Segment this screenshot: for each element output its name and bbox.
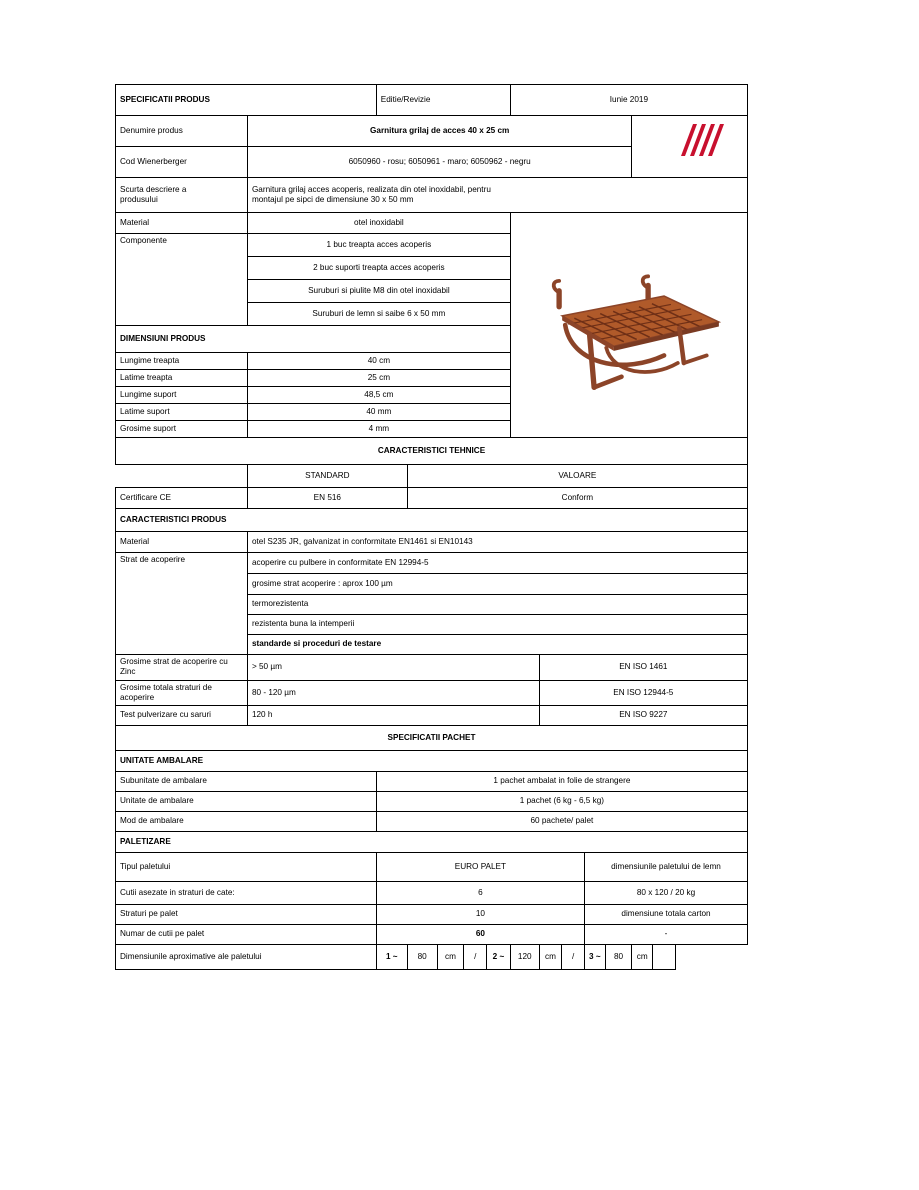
- product-description-row: [116, 178, 748, 213]
- dimension-value: 40 cm: [247, 353, 510, 370]
- pallet-dim-unit: cm: [632, 945, 653, 970]
- pc-material-label: Material: [116, 532, 248, 553]
- technical-row-value: Conform: [407, 488, 747, 509]
- pallet-layers-value: 10: [376, 905, 584, 925]
- technical-header-row: [116, 465, 748, 488]
- package-row: [116, 792, 748, 812]
- package-unit-title: UNITATE AMBALARE: [116, 751, 748, 772]
- package-label: Mod de ambalare: [116, 812, 377, 832]
- package-value: 1 pachet ambalat in folie de strangere: [376, 772, 747, 792]
- pc-test-label: Grosime strat de acoperire cu Zinc: [116, 655, 248, 681]
- pc-test-label: Test pulverizare cu saruri: [116, 706, 248, 726]
- product-image-cell: [510, 213, 747, 438]
- pallet-layers-note: dimensiune totala carton: [585, 905, 748, 925]
- pc-test-value: 80 - 120 µm: [247, 680, 539, 706]
- roof-access-grid-illustration: [515, 215, 743, 435]
- edition-label: Editie/Revizie: [376, 85, 510, 116]
- pallet-type-note: dimensiunile paletului de lemn: [585, 853, 748, 882]
- technical-data-row: [116, 488, 748, 509]
- product-name-value: Garnitura grilaj de acces 40 x 25 cm: [247, 116, 631, 147]
- palletizing-section-title: PALETIZARE: [116, 832, 748, 853]
- dimension-label: Lungime treapta: [116, 353, 248, 370]
- pc-test-standard: EN ISO 12944-5: [539, 680, 747, 706]
- document-title: SPECIFICATII PRODUS: [116, 85, 377, 116]
- component-item: Suruburi de lemn si saibe 6 x 50 mm: [247, 303, 510, 326]
- dimension-label: Grosime suport: [116, 421, 248, 438]
- technical-row-label: Certificare CE: [116, 488, 248, 509]
- pallet-dims-row: [116, 945, 748, 970]
- pc-coating-value: acoperire cu pulbere in conformitate EN 12994-5: [247, 553, 747, 574]
- material-value: otel inoxidabil: [247, 213, 510, 234]
- pallet-boxes-row: [116, 882, 748, 905]
- pallet-boxes-value: 6: [376, 882, 584, 905]
- component-item: 2 buc suporti treapta acces acoperis: [247, 257, 510, 280]
- package-title-row: [116, 726, 748, 751]
- header-row: [116, 85, 748, 116]
- components-label: Componente: [116, 234, 248, 326]
- pc-material-value: otel S235 JR, galvanizat in conformitate EN1461 si EN10143: [247, 532, 747, 553]
- product-description-value: [247, 178, 747, 213]
- pallet-layers-row: [116, 905, 748, 925]
- material-row: [116, 213, 748, 234]
- pallet-boxes-note: 80 x 120 / 20 kg: [585, 882, 748, 905]
- technical-title-row: [116, 438, 748, 465]
- brand-logo: [632, 116, 748, 178]
- edition-value: Iunie 2019: [510, 85, 747, 116]
- product-characteristics-title: CARACTERISTICI PRODUS: [116, 509, 748, 532]
- pallet-count-value: 60: [376, 925, 584, 945]
- technical-section-title: CARACTERISTICI TEHNICE: [116, 438, 748, 465]
- pc-coating-value: termorezistenta: [247, 595, 747, 615]
- component-item: 1 buc treapta acces acoperis: [247, 234, 510, 257]
- desc-label-line1: Scurta descriere a: [120, 184, 187, 194]
- dimension-value: 25 cm: [247, 370, 510, 387]
- specification-sheet: [115, 84, 748, 970]
- pc-test-value: 120 h: [247, 706, 539, 726]
- pallet-type-label: Tipul paletului: [116, 853, 377, 882]
- component-item: Suruburi si piulite M8 din otel inoxidabil: [247, 280, 510, 303]
- desc-value-line2: montajul pe sipci de dimensiune 30 x 50 mm: [251, 195, 414, 204]
- desc-label-line2: produsului: [120, 195, 158, 204]
- package-value: 1 pachet (6 kg - 6,5 kg): [376, 792, 747, 812]
- pc-test-row: [116, 706, 748, 726]
- technical-row-standard: EN 516: [247, 488, 407, 509]
- product-characteristics-title-row: [116, 509, 748, 532]
- pc-test-row: [116, 655, 748, 681]
- dimension-value: 40 mm: [247, 404, 510, 421]
- pc-material-row: [116, 532, 748, 553]
- pallet-dim-value: 80: [407, 945, 437, 970]
- pallet-count-note: -: [585, 925, 748, 945]
- pallet-layers-label: Straturi pe palet: [116, 905, 377, 925]
- pallet-dim-unit: cm: [437, 945, 464, 970]
- product-name-label: Denumire produs: [116, 116, 248, 147]
- pallet-dim-index: 2 ~: [487, 945, 511, 970]
- pallet-dim-unit: cm: [539, 945, 562, 970]
- pc-test-row: [116, 680, 748, 706]
- pc-coating-value: rezistenta buna la intemperii: [247, 615, 747, 635]
- pallet-dim-index: 3 ~: [585, 945, 606, 970]
- pc-coating-label: Strat de acoperire: [116, 553, 248, 655]
- pc-coating-value: grosime strat acoperire : aprox 100 µm: [247, 574, 747, 595]
- dimension-label: Latime suport: [116, 404, 248, 421]
- dimension-value: 4 mm: [247, 421, 510, 438]
- product-description-label: [116, 178, 248, 213]
- pc-test-standard: EN ISO 1461: [539, 655, 747, 681]
- dimension-label: Lungime suport: [116, 387, 248, 404]
- package-row: [116, 812, 748, 832]
- package-row: [116, 772, 748, 792]
- pc-standards-title: standarde si proceduri de testare: [247, 635, 747, 655]
- palletizing-title-row: [116, 832, 748, 853]
- package-value: 60 pachete/ palet: [376, 812, 747, 832]
- pallet-dim-index: 1 ~: [376, 945, 407, 970]
- dimensions-section-title: DIMENSIUNI PRODUS: [116, 326, 511, 353]
- package-label: Subunitate de ambalare: [116, 772, 377, 792]
- product-code-label: Cod Wienerberger: [116, 147, 248, 178]
- specification-table: [115, 84, 748, 970]
- package-unit-title-row: [116, 751, 748, 772]
- wienerberger-logo-icon: [673, 118, 735, 158]
- pallet-count-row: [116, 925, 748, 945]
- package-label: Unitate de ambalare: [116, 792, 377, 812]
- pallet-boxes-label: Cutii asezate in straturi de cate:: [116, 882, 377, 905]
- pallet-dims-label: Dimensiunile aproximative ale paletului: [116, 945, 377, 970]
- pallet-dim-separator: /: [562, 945, 585, 970]
- pallet-dim-separator: /: [464, 945, 487, 970]
- pallet-dim-value: 80: [605, 945, 632, 970]
- dimension-label: Latime treapta: [116, 370, 248, 387]
- product-name-row: [116, 116, 748, 147]
- product-image: [515, 215, 743, 435]
- pallet-type-row: [116, 853, 748, 882]
- product-code-value: 6050960 - rosu; 6050961 - maro; 6050962 - negru: [247, 147, 631, 178]
- material-label: Material: [116, 213, 248, 234]
- technical-col-standard: STANDARD: [247, 465, 407, 488]
- pc-coating-row-1: [116, 553, 748, 574]
- pallet-type-value: EURO PALET: [376, 853, 584, 882]
- pc-test-value: > 50 µm: [247, 655, 539, 681]
- pc-test-standard: EN ISO 9227: [539, 706, 747, 726]
- pc-test-label: Grosime totala straturi de acoperire: [116, 680, 248, 706]
- dimension-value: 48,5 cm: [247, 387, 510, 404]
- pallet-dim-trailing-cell: [653, 945, 676, 970]
- desc-value-line1: Garnitura grilaj acces acoperis, realizata din otel inoxidabil, pentru: [251, 184, 491, 194]
- pallet-dim-value: 120: [510, 945, 539, 970]
- technical-col-value: VALOARE: [407, 465, 747, 488]
- package-section-title: SPECIFICATII PACHET: [116, 726, 748, 751]
- pallet-count-label: Numar de cutii pe palet: [116, 925, 377, 945]
- technical-header-spacer: [116, 465, 248, 488]
